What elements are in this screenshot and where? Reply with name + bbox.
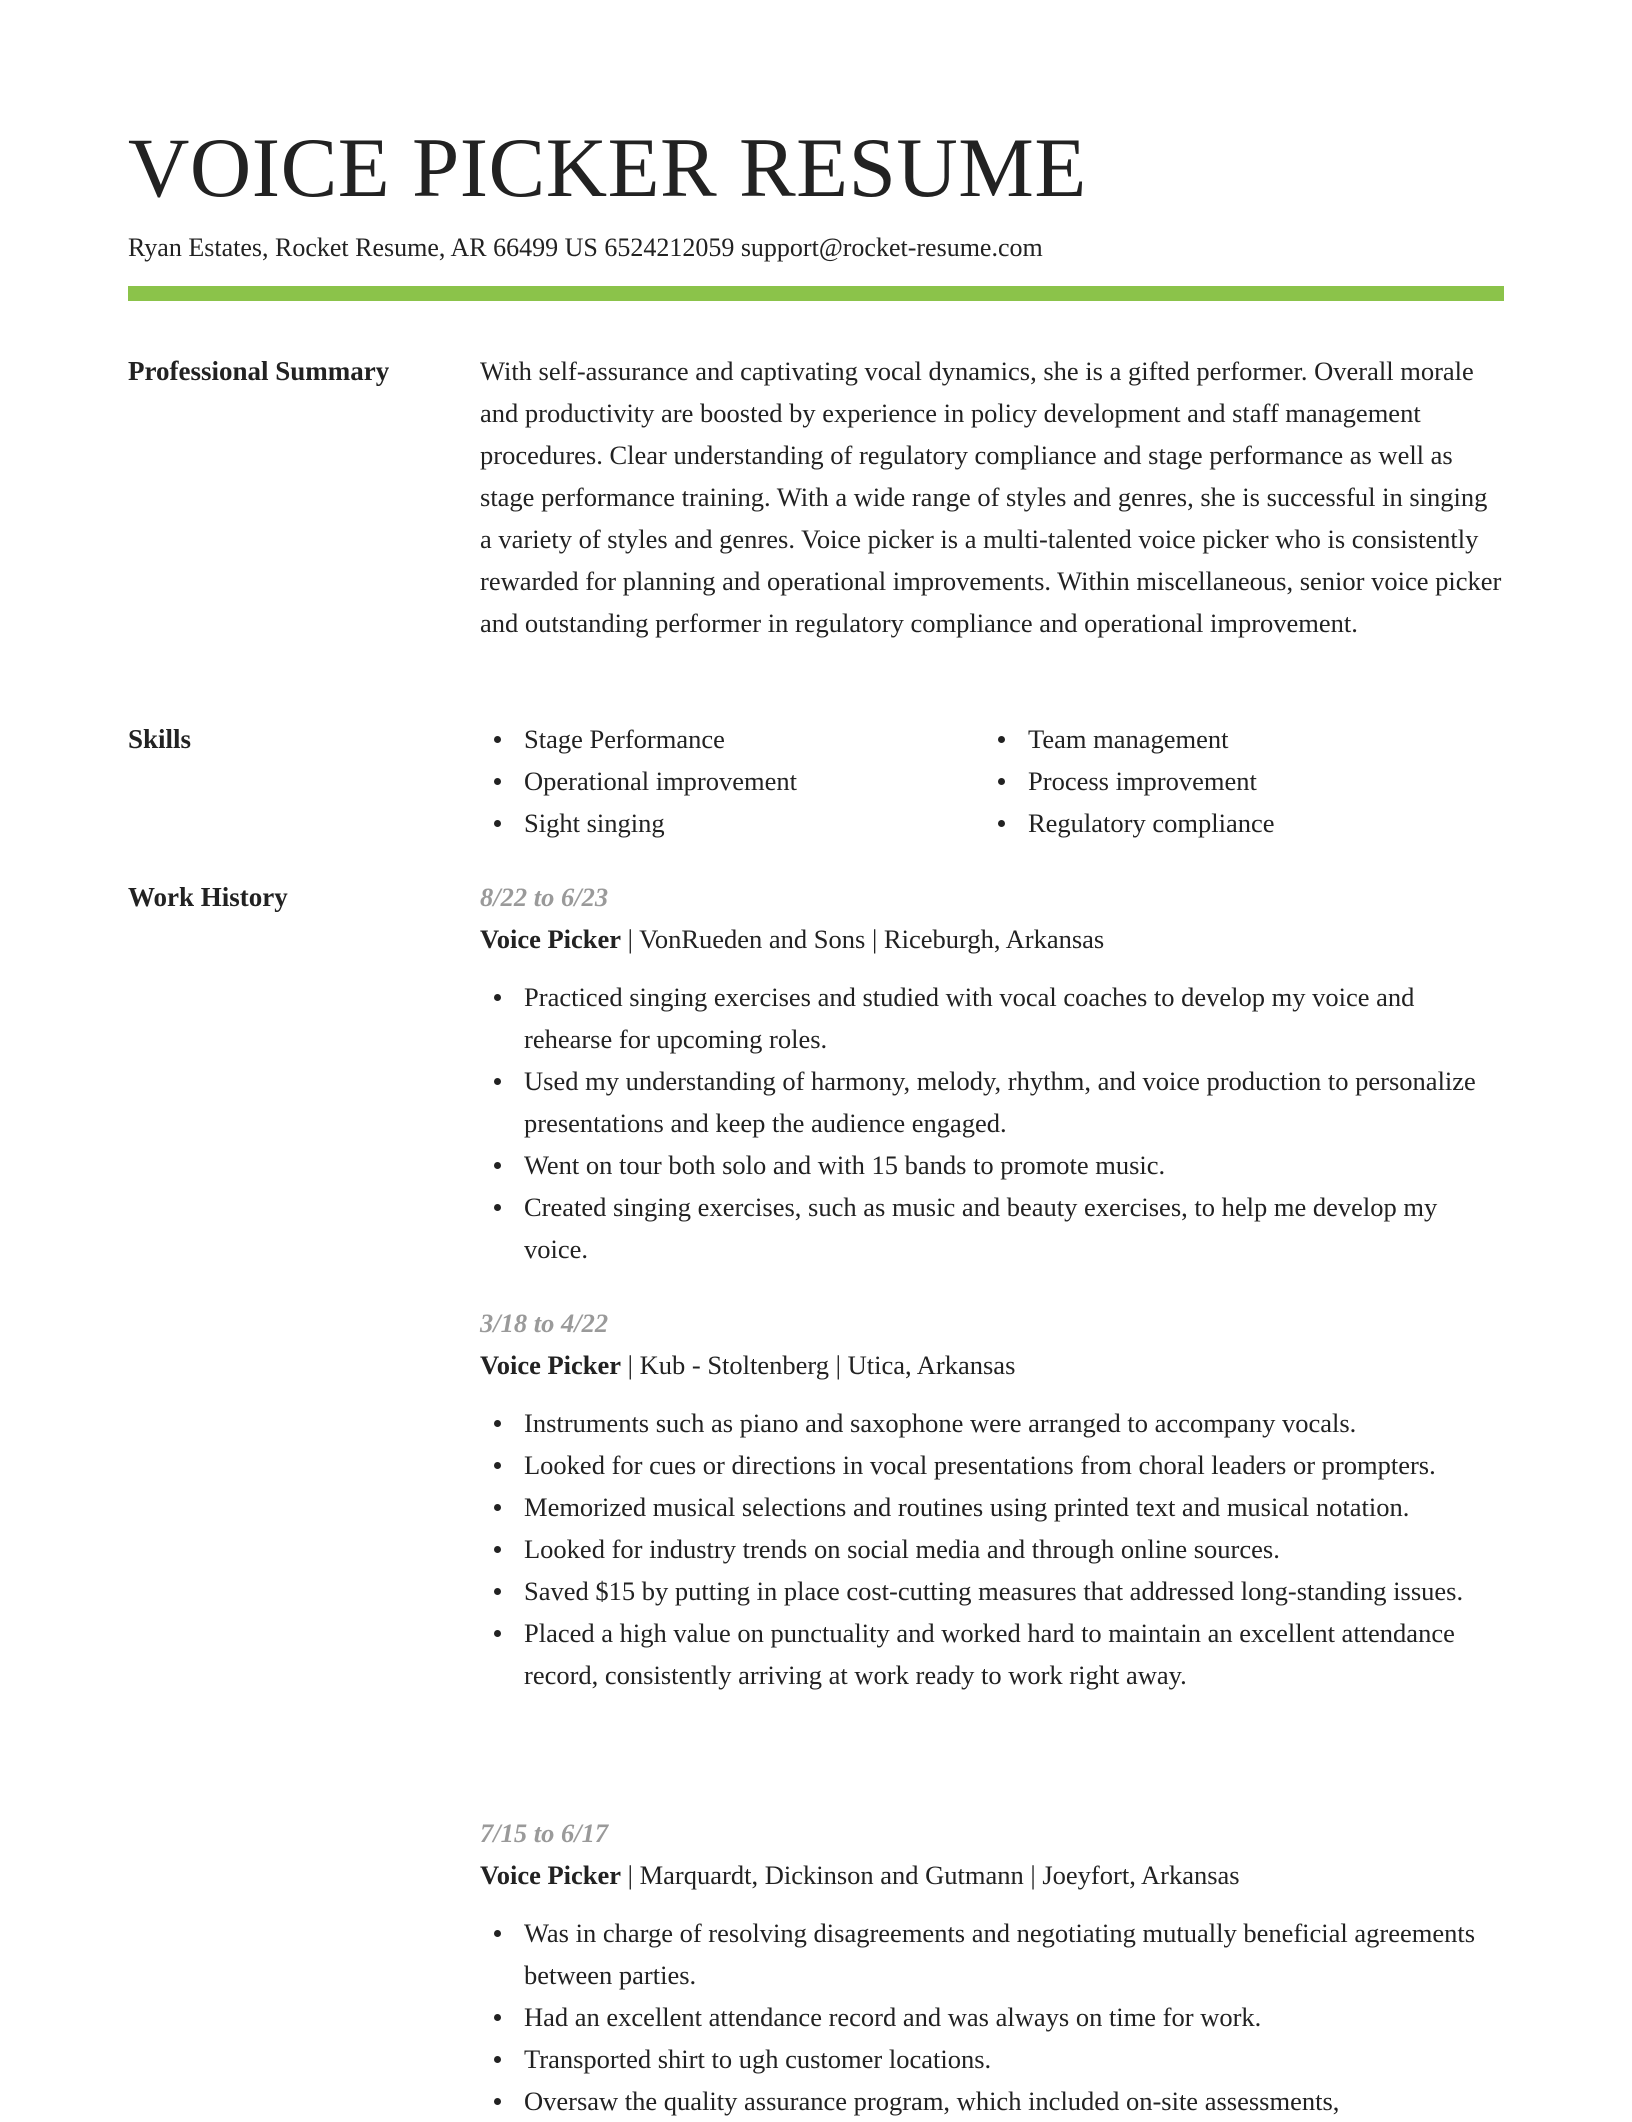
job-heading [480,1344,1504,1386]
job-location: Riceburgh, Arkansas [883,924,1105,954]
header-divider [128,286,1504,301]
job-bullet: Created singing exercises, such as music and beauty exercises, to help me develop my voice. [480,1186,1504,1270]
job-entry [480,1302,1504,1696]
skill-item: Regulatory compliance [984,802,1504,844]
job-separator: | [621,1350,640,1380]
page-title: VOICE PICKER RESUME [128,121,1087,215]
skills-list [480,718,1504,844]
job-location: Utica, Arkansas [847,1350,1016,1380]
job-bullet: Instruments such as piano and saxophone were arranged to accompany vocals. [480,1402,1504,1444]
job-company: VonRueden and Sons [639,924,866,954]
job-bullet: Used my understanding of harmony, melody, rhythm, and voice production to personalize presentations and keep the audience engaged. [480,1060,1504,1144]
skill-item: Operational improvement [480,760,984,802]
skill-item: Stage Performance [480,718,984,760]
job-bullet: Looked for cues or directions in vocal presentations from choral leaders or prompters. [480,1444,1504,1486]
job-company: Marquardt, Dickinson and Gutmann [639,1860,1024,1890]
job-company: Kub - Stoltenberg [639,1350,830,1380]
job-bullets [480,1402,1504,1696]
job-title: Voice Picker [480,924,622,954]
job-bullet: Went on tour both solo and with 15 bands to promote music. [480,1144,1504,1186]
job-dates: 7/15 to 6/17 [480,1818,609,1848]
job-title: Voice Picker [480,1350,622,1380]
job-heading [480,1854,1504,1896]
skill-item: Process improvement [984,760,1504,802]
job-bullet: Memorized musical selections and routines using printed text and musical notation. [480,1486,1504,1528]
job-bullet: Placed a high value on punctuality and worked hard to maintain an excellent attendance record, consistently arriving at work ready to work right away. [480,1612,1504,1696]
skills-section [480,718,1504,844]
job-separator: | [829,1350,848,1380]
job-bullets [480,976,1504,1270]
job-entry [480,1812,1504,2122]
job-heading [480,918,1504,960]
job-title: Voice Picker [480,1860,622,1890]
job-separator: | [865,924,884,954]
section-label-work-history: Work History [128,882,288,912]
job-bullet: Practiced singing exercises and studied with vocal coaches to develop my voice and rehearse for upcoming roles. [480,976,1504,1060]
job-entry [480,876,1504,1270]
job-bullet: Was in charge of resolving disagreements and negotiating mutually beneficial agreements between parties. [480,1912,1504,1996]
summary-text: With self-assurance and captivating vocal dynamics, she is a gifted performer. Overall morale and productivity are boosted by experience in policy development and staff management procedures. Clear understanding of regulatory compliance and stage performance as well as stage performance training. With a wide range of styles and genres, she is successful in singing a variety of styles and genres. Voice picker is a multi-talented voice picker who is consistently rewarded for planning and operational improvements. Within miscellaneous, senior voice picker and outstanding performer in regulatory compliance and operational improvement. [480,356,1502,638]
job-bullet: Looked for industry trends on social media and through online sources. [480,1528,1504,1570]
job-separator: | [621,924,640,954]
job-bullet: Transported shirt to ugh customer locations. [480,2038,1504,2080]
job-separator: | [1023,1860,1043,1890]
job-bullet: Oversaw the quality assurance program, which included on-site assessments, [480,2080,1504,2122]
job-separator: | [621,1860,640,1890]
contact-line: Ryan Estates, Rocket Resume, AR 66499 US 6524212059 support@rocket-resume.com [128,233,1043,262]
job-bullet: Had an excellent attendance record and was always on time for work. [480,1996,1504,2038]
section-label-summary: Professional Summary [128,356,390,386]
job-dates: 8/22 to 6/23 [480,882,609,912]
skill-item: Sight singing [480,802,984,844]
skill-item: Team management [984,718,1504,760]
summary-section [480,350,1504,644]
job-location: Joeyfort, Arkansas [1042,1860,1240,1890]
section-label-skills: Skills [128,724,192,754]
job-dates: 3/18 to 4/22 [480,1308,609,1338]
job-bullet: Saved $15 by putting in place cost-cutting measures that addressed long-standing issues. [480,1570,1504,1612]
job-bullets [480,1912,1504,2122]
